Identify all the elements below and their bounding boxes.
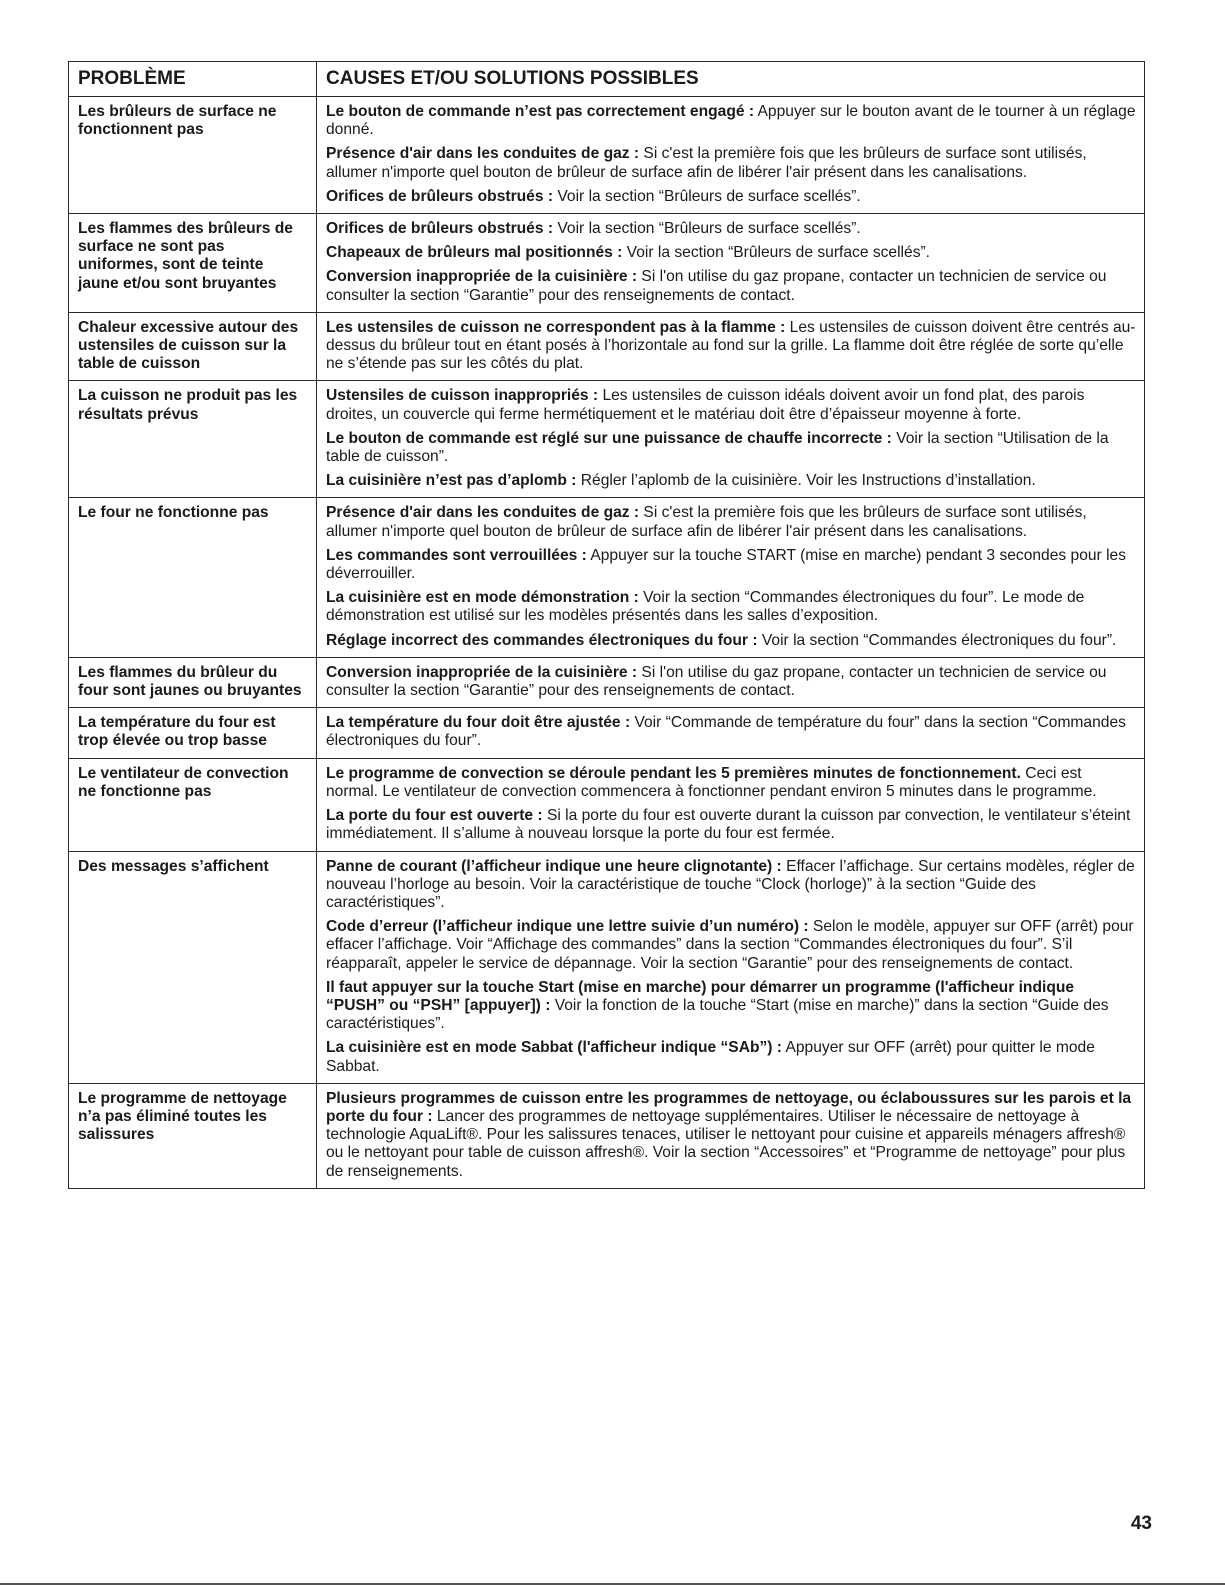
solutions-cell [317, 214, 1145, 313]
solution-entry [326, 547, 1136, 583]
solutions-cell [317, 657, 1145, 707]
problem-cell: Les flammes du brûleur du four sont jaunes ou bruyantes [69, 657, 317, 707]
solution-entry [326, 1039, 1136, 1075]
solution-heading: Présence d'air dans les conduites de gaz : [326, 145, 640, 163]
solution-heading: Le programme de convection se déroule pendant les 5 premières minutes de fonctionnement. [326, 764, 1021, 782]
solution-text: Voir la section “Brûleurs de surface scellés”. [553, 220, 861, 238]
solution-heading: Code d’erreur (l’afficheur indique une lettre suivie d’un numéro) : [326, 918, 809, 936]
solution-entry [326, 188, 1136, 206]
solution-entry [326, 807, 1136, 843]
table-row [69, 214, 1145, 313]
table-row [69, 1083, 1145, 1188]
solutions-cell [317, 758, 1145, 851]
solutions-cell [317, 498, 1145, 657]
solution-heading: Ustensiles de cuisson inappropriés : [326, 387, 599, 405]
solution-entry [326, 714, 1136, 750]
solution-text: Voir la section “Commandes électroniques du four”. [757, 631, 1117, 649]
solution-heading: Panne de courant (l’afficheur indique une heure clignotante) : [326, 857, 782, 875]
solution-text: Régler l’aplomb de la cuisinière. Voir les Instructions d’installation. [576, 472, 1036, 490]
solutions-cell [317, 1083, 1145, 1188]
solutions-cell [317, 312, 1145, 381]
page-number: 43 [1130, 1513, 1152, 1534]
solution-heading: La température du four doit être ajustée : [326, 714, 631, 732]
solution-text: Appuyer sur le bouton avant de le tourner à un réglage donné. [326, 103, 1136, 139]
table-row [69, 312, 1145, 381]
solution-entry [326, 145, 1136, 181]
solution-entry [326, 1090, 1136, 1181]
solution-heading: Les commandes sont verrouillées : [326, 546, 587, 564]
table-header-row [69, 62, 1145, 97]
solution-entry [326, 220, 1136, 238]
solution-entry [326, 858, 1136, 913]
solution-text: Selon le modèle, appuyer sur OFF (arrêt) pour effacer l’affichage. Voir “Affichage des commandes” dans la section “Commandes électroniques du four”. S’il réapparaît, appeler le service de dépannage. Voir la section “Garantie” pour des renseignements de contact. [326, 918, 1134, 972]
solution-text: Voir “Commande de température du four” dans la section “Commandes électroniques du four”. [326, 714, 1126, 750]
problem-cell: Chaleur excessive autour des ustensiles de cuisson sur la table de cuisson [69, 312, 317, 381]
solution-entry [326, 664, 1136, 700]
solution-text: Si l'on utilise du gaz propane, contacter un technicien de service ou consulter la section “Garantie” pour des renseignements de contact. [326, 663, 1107, 700]
problem-cell: La température du four est trop élevée ou trop basse [69, 708, 317, 758]
solution-heading: Présence d'air dans les conduites de gaz : [326, 504, 640, 522]
solutions-cell [317, 97, 1145, 214]
solution-text: Les ustensiles de cuisson doivent être centrés au-dessus du brûleur tout en étant posés à l’horizontale au fond sur la grille. La flamme doit être réglée de sorte qu’elle ne s’étende pas sur les côtés du plat. [326, 318, 1136, 373]
table-row [69, 381, 1145, 498]
solution-text: Voir la fonction de la touche “Start (mise en marche)” dans la section “Guide des caractéristiques”. [326, 996, 1109, 1033]
solution-heading: Les ustensiles de cuisson ne correspondent pas à la flamme : [326, 318, 786, 336]
table-body [69, 97, 1145, 1189]
causes-column-header: CAUSES ET/OU SOLUTIONS POSSIBLES [317, 62, 1145, 97]
solution-heading: Il faut appuyer sur la touche Start (mise en marche) pour démarrer un programme (l'afficheur indique “PUSH” ou “PSH” [appuyer]) : [326, 978, 1075, 1014]
solution-heading: Plusieurs programmes de cuisson entre les programmes de nettoyage, ou éclaboussures sur les parois et la porte du four : [326, 1089, 1132, 1125]
solution-entry [326, 918, 1136, 973]
problem-cell: Des messages s’affichent [69, 851, 317, 1083]
solution-text: Voir la section “Utilisation de la table de cuisson”. [326, 429, 1109, 466]
solutions-cell [317, 708, 1145, 758]
solution-heading: La cuisinière est en mode Sabbat (l'afficheur indique “SAb”) : [326, 1039, 783, 1057]
solution-entry [326, 387, 1136, 423]
solution-heading: Le bouton de commande n’est pas correctement engagé : [326, 103, 755, 120]
solution-entry [326, 103, 1136, 139]
solution-text: Lancer des programmes de nettoyage supplémentaires. Utiliser le nécessaire de nettoyage à technologie AquaLift®. Pour les salissures tenaces, utiliser le nettoyant pour cuisine et appareils ménagers affresh® ou le nettoyant pour table de cuisson affresh®. Voir la section “Accessoires” et “Programme de nettoyage” pour plus de renseignements. [326, 1107, 1126, 1180]
solution-entry [326, 430, 1136, 466]
solution-entry [326, 472, 1136, 490]
problem-cell: Le ventilateur de convection ne fonctionne pas [69, 758, 317, 851]
solution-text: Ceci est normal. Le ventilateur de convection commencera à fonctionner pendant environ 5 minutes dans le programme. [326, 764, 1097, 800]
solution-text: Effacer l’affichage. Sur certains modèles, régler de nouveau l’horloge au besoin. Voir la caractéristique de touche “Clock (horloge)” à la section “Guide des caractéristiques”. [326, 857, 1135, 911]
solution-text: Si c'est la première fois que les brûleurs de surface sont utilisés, allumer n'importe quel bouton de brûleur de surface afin de libérer l'air présent dans les canalisations. [326, 145, 1087, 181]
troubleshooting-table [68, 61, 1145, 1189]
solution-heading: Conversion inappropriée de la cuisinière : [326, 268, 638, 286]
solution-heading: La cuisinière n’est pas d’aplomb : [326, 472, 577, 490]
solution-entry [326, 504, 1136, 540]
table-row [69, 708, 1145, 758]
solution-heading: Réglage incorrect des commandes électroniques du four : [326, 631, 758, 649]
table-row [69, 498, 1145, 657]
solution-text: Les ustensiles de cuisson idéals doivent avoir un fond plat, des parois droites, un couvercle qui ferme hermétiquement et le matériau doit être d’épaisseur moyenne à forte. [326, 387, 1085, 423]
table-row [69, 97, 1145, 214]
solution-heading: La cuisinière est en mode démonstration : [326, 589, 639, 607]
problem-column-header: PROBLÈME [69, 62, 317, 97]
solution-entry [326, 244, 1136, 262]
table-row [69, 657, 1145, 707]
solution-entry [326, 632, 1136, 650]
solution-heading: Chapeaux de brûleurs mal positionnés : [326, 244, 623, 262]
table-row [69, 851, 1145, 1083]
solutions-cell [317, 381, 1145, 498]
solution-entry [326, 268, 1136, 304]
problem-cell: La cuisson ne produit pas les résultats prévus [69, 381, 317, 498]
solution-entry [326, 319, 1136, 374]
solution-heading: Orifices de brûleurs obstrués : [326, 220, 554, 238]
solution-text: Voir la section “Commandes électroniques du four”. Le mode de démonstration est utilisé sur les modèles présentés dans les salles d’exposition. [326, 589, 1085, 625]
solution-text: Appuyer sur OFF (arrêt) pour quitter le mode Sabbat. [326, 1039, 1095, 1075]
solution-entry [326, 979, 1136, 1034]
table-row [69, 758, 1145, 851]
solution-entry [326, 765, 1136, 801]
solution-heading: Le bouton de commande est réglé sur une puissance de chauffe incorrecte : [326, 429, 892, 447]
problem-cell: Le programme de nettoyage n’a pas éliminé toutes les salissures [69, 1083, 317, 1188]
solution-text: Voir la section “Brûleurs de surface scellés”. [553, 187, 861, 205]
solution-text: Appuyer sur la touche START (mise en marche) pendant 3 secondes pour les déverrouiller. [326, 546, 1127, 583]
solution-heading: Conversion inappropriée de la cuisinière : [326, 663, 638, 681]
solution-text: Si l'on utilise du gaz propane, contacter un technicien de service ou consulter la section “Garantie” pour des renseignements de contact. [326, 268, 1107, 304]
solution-entry [326, 589, 1136, 625]
solution-text: Si la porte du four est ouverte durant la cuisson par convection, le ventilateur s’éteint immédiatement. Il s’allume à nouveau lorsque la porte du four est fermée. [326, 807, 1131, 843]
problem-cell: Le four ne fonctionne pas [69, 498, 317, 657]
solution-heading: Orifices de brûleurs obstrués : [326, 187, 554, 205]
solution-text: Si c'est la première fois que les brûleurs de surface sont utilisés, allumer n'importe quel bouton de brûleur de surface afin de libérer l'air présent dans les canalisations. [326, 504, 1087, 540]
solutions-cell [317, 851, 1145, 1083]
problem-cell: Les brûleurs de surface ne fonctionnent pas [69, 97, 317, 214]
solution-heading: La porte du four est ouverte : [326, 807, 543, 825]
solution-text: Voir la section “Brûleurs de surface scellés”. [622, 244, 931, 262]
problem-cell: Les flammes des brûleurs de surface ne sont pas uniformes, sont de teinte jaune et/ou sont bruyantes [69, 214, 317, 313]
